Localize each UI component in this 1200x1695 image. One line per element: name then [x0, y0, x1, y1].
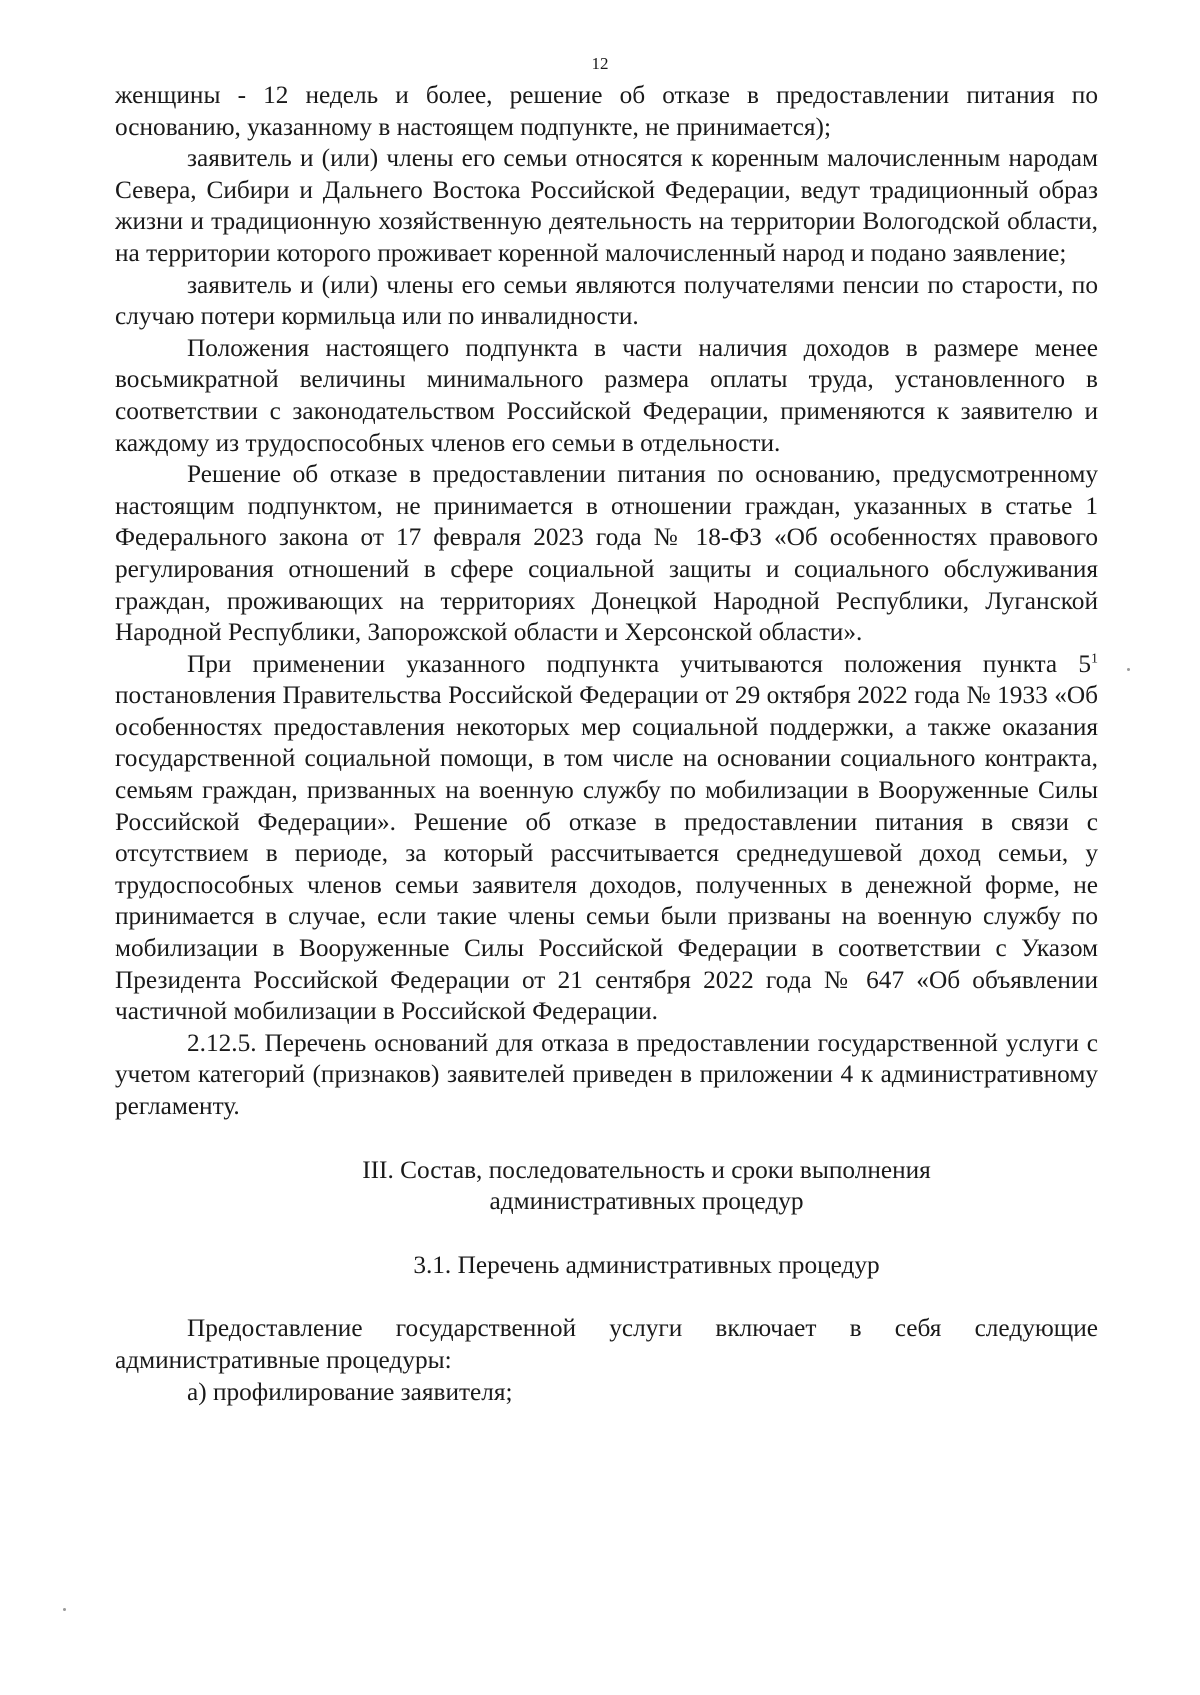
section-heading — [115, 1155, 1098, 1218]
paragraph-mobilization-part2: постановления Правительства Российской Федерации от 29 октября 2022 года № 1933 «Об особенностях предоставления некоторых мер социальной поддержки, а также оказания государственной социальной помощи, в том числе на основании социального контракта, семьям граждан, призванных на военную службу по мобилизации в Вооруженные Силы Российской Федерации». Решение об отказе в предоставлении питания в связи с отсутствием в периоде, за который рассчитывается среднедушевой доход семьи, у трудоспособных членов семьи заявителя доходов, полученных в денежной форме, не принимается в случае, если такие члены семьи были призваны на военную службу по мобилизации в Вооруженные Силы Российской Федерации в соответствии с Указом Президента Российской Федерации от 21 сентября 2022 года № 647 «Об объявлении частичной мобилизации в Российской Федерации. — [115, 681, 1098, 1026]
list-item-a: а) профилирование заявителя; — [187, 1377, 513, 1406]
paragraph-federal-law-exception: Решение об отказе в предоставлении питания по основанию, предусмотренному настоящим подпунктом, не принимается в отношении граждан, указанных в статье 1 Федерального закона от 17 февраля 2023 года № 18-ФЗ «Об особенностях правового регулирования отношений в сфере социальной защиты и социального обслуживания граждан, проживающих на территориях Донецкой Народной Республики, Луганской Народной Республики, Запорожской области и Херсонской области». — [115, 460, 1098, 647]
document-body — [115, 80, 1098, 1408]
section-heading-line2: административных процедур — [489, 1187, 804, 1216]
page-number: 12 — [591, 54, 609, 73]
paragraph-continuation: женщины - 12 недель и более, решение об отказе в предоставлении питания по основанию, указанному в настоящем подпункте, не принимается); — [115, 81, 1098, 141]
section-heading-line1: III. Состав, последовательность и сроки выполнения — [362, 1155, 931, 1184]
subsection-heading: 3.1. Перечень административных процедур — [413, 1250, 880, 1279]
paragraph-2-12-5: 2.12.5. Перечень оснований для отказа в предоставлении государственной услуги с учетом категорий (признаков) заявителей приведен в приложении 4 к административному регламенту. — [115, 1028, 1098, 1120]
paragraph-mobilization-part1: При применении указанного подпункта учитываются положения пункта 5 — [187, 649, 1091, 678]
paragraph-mobilization — [115, 649, 1098, 1028]
paragraph-income-provisions: Положения настоящего подпункта в части наличия доходов в размере менее восьмикратной величины минимального размера оплаты труда, установленного в соответствии с законодательством Российской Федерации, применяются к заявителю и каждому из трудоспособных членов его семьи в отдельности. — [115, 333, 1098, 457]
scan-speck-mark — [63, 1608, 66, 1611]
scan-speck-mark — [1127, 668, 1130, 671]
paragraph-indigenous-peoples: заявитель и (или) члены его семьи относятся к коренным малочисленным народам Севера, Сибири и Дальнего Востока Российской Федерации, ведут традиционный образ жизни и традиционную хозяйственную деятельность на территории Вологодской области, на территории которого проживает коренной малочисленный народ и подано заявление; — [115, 144, 1098, 267]
paragraph-pension-recipients: заявитель и (или) члены его семьи являются получателями пенсии по старости, по случаю потери кормильца или по инвалидности. — [115, 270, 1098, 331]
superscript-mark: 1 — [1091, 651, 1098, 667]
paragraph-procedures-intro: Предоставление государственной услуги включает в себя следующие административные процедуры: — [115, 1314, 1098, 1374]
